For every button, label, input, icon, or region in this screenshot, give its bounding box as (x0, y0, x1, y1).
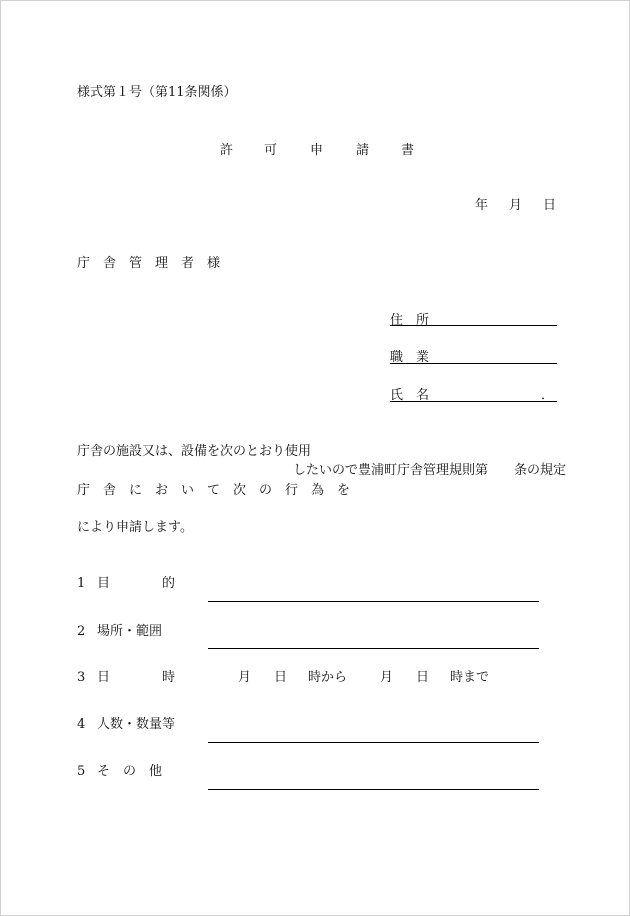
datetime-from: 時から (308, 670, 348, 685)
item-label-count: 人数・数量等 (97, 717, 176, 732)
datetime-month-2: 月 (380, 670, 394, 685)
form-title-char: 可 (264, 143, 278, 158)
item-number: 2 (77, 624, 86, 639)
purpose-field[interactable] (208, 601, 539, 602)
item-number: 5 (77, 764, 86, 779)
place-field[interactable] (208, 648, 539, 649)
body-line-1: 庁舎の施設又は、設備を次のとおり使用 (77, 444, 312, 459)
occupation-label: 職 業 (390, 350, 430, 365)
other-field[interactable] (208, 789, 539, 790)
name-terminal: ． (541, 388, 555, 403)
datetime-day-2: 日 (416, 670, 430, 685)
date-month: 月 (509, 198, 523, 213)
occupation-field[interactable] (390, 363, 557, 364)
item-label-place: 場所・範囲 (97, 624, 163, 639)
count-field[interactable] (208, 742, 539, 743)
address-field[interactable] (390, 325, 557, 326)
address-label: 住 所 (390, 313, 430, 328)
form-title-char: 申 (310, 143, 324, 158)
name-field[interactable] (390, 401, 557, 402)
form-title-char: 請 (356, 143, 370, 158)
form-number: 様式第１号（第11条関係） (77, 85, 237, 100)
date-year: 年 (475, 198, 489, 213)
addressee: 庁 舎 管 理 者 様 (77, 256, 221, 271)
item-number: 1 (77, 576, 86, 591)
name-label: 氏 名 (390, 388, 430, 403)
datetime-day-1: 日 (274, 670, 288, 685)
item-number: 3 (77, 670, 86, 685)
body-line-2: 庁 舎 に お い て 次 の 行 為 を (77, 483, 351, 498)
datetime-month-1: 月 (238, 670, 252, 685)
item-number: 4 (77, 717, 86, 732)
item-label-other: そ の 他 (97, 764, 163, 779)
body-line-1-right: したいので豊浦町庁舎管理規則第 条の規定 (293, 463, 567, 478)
form-title-char: 許 (220, 143, 234, 158)
datetime-until: 時まで (450, 670, 490, 685)
item-label-purpose: 目 的 (97, 576, 176, 591)
body-line-3: により申請します。 (77, 520, 193, 535)
form-title-char: 書 (401, 143, 415, 158)
item-label-datetime: 日 時 (97, 670, 176, 685)
date-day: 日 (543, 198, 557, 213)
